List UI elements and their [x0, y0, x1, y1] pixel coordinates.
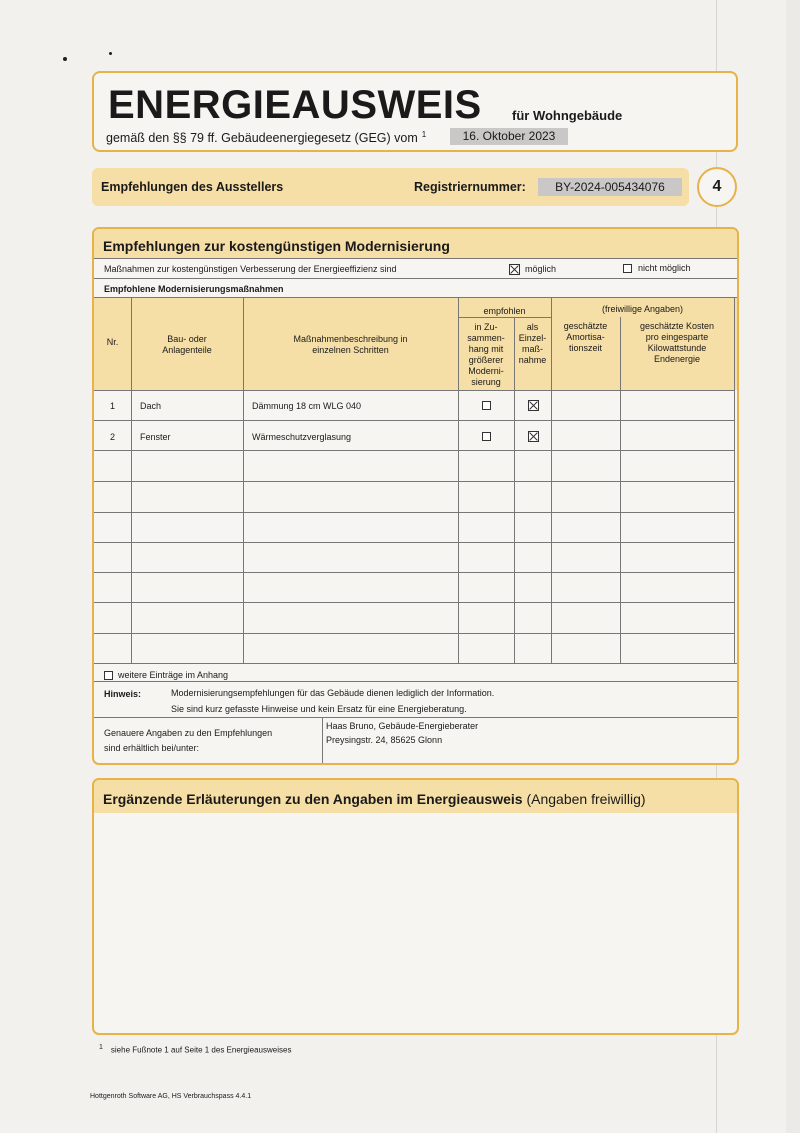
row-1-nr: 1	[109, 401, 115, 411]
col-together-line: sammen-	[467, 333, 505, 343]
recommendations-box	[92, 227, 739, 765]
recommendations-title: Empfehlungen zur kostengünstigen Modernisierung	[103, 238, 450, 254]
law-reference	[106, 130, 426, 145]
col-costs-line: pro eingesparte	[645, 332, 709, 342]
possible-checkbox[interactable]	[509, 264, 520, 275]
col-amortisation-line: geschätzte	[563, 321, 608, 331]
software-credit: Hottgenroth Software AG, HS Verbrauchspass 4.4.1	[90, 1093, 252, 1100]
document-subtitle: für Wohngebäude	[512, 108, 623, 123]
col-single	[514, 322, 551, 366]
col-single-line: maß-	[522, 344, 543, 354]
issue-date-field: 16. Oktober 2023	[450, 128, 568, 145]
col-nr: Nr.	[106, 337, 119, 347]
supplementary-header	[94, 780, 737, 813]
col-costs-line: Endenergie	[653, 354, 701, 364]
scan-mark	[63, 57, 67, 61]
contact-line: Preysingstr. 24, 85625 Glonn	[326, 735, 443, 745]
col-costs	[620, 321, 734, 365]
page-number-badge: 4	[697, 167, 737, 207]
section-label: Empfehlungen des Ausstellers	[101, 180, 284, 194]
divider	[458, 317, 551, 318]
col-single-line: Einzel-	[518, 333, 547, 343]
col-single-line: als	[526, 322, 539, 332]
col-costs-line: geschätzte Kosten	[639, 321, 715, 331]
supplementary-title	[103, 791, 646, 807]
note-line: Modernisierungsempfehlungen für das Gebäude dienen lediglich der Information.	[171, 688, 495, 698]
row-1-single-checkbox[interactable]	[528, 400, 539, 411]
table-row-line	[94, 572, 734, 573]
col-together	[458, 322, 514, 388]
col-recommended: empfohlen	[483, 306, 526, 316]
supplementary-box	[92, 778, 739, 1035]
grid-line	[620, 317, 621, 663]
table-row-line	[94, 602, 734, 603]
divider	[94, 278, 737, 279]
grid-line	[458, 297, 459, 663]
not-possible-label: nicht möglich	[638, 263, 691, 273]
col-together-line: sierung	[471, 377, 501, 387]
footnote	[99, 1044, 291, 1055]
col-together-line: größerer	[468, 355, 504, 365]
divider	[94, 681, 737, 682]
grid-line	[551, 297, 552, 663]
col-description-line: Maßnahmenbeschreibung in	[293, 334, 408, 344]
col-description	[243, 334, 458, 356]
table-row-line	[94, 390, 734, 391]
col-optional: (freiwillige Angaben)	[601, 304, 684, 314]
row-1-component: Dach	[140, 401, 162, 411]
footnote-marker: 1	[99, 1044, 103, 1051]
col-description-line: einzelnen Schritten	[312, 345, 389, 355]
contact-label-line: Genauere Angaben zu den Empfehlungen	[104, 728, 273, 738]
registration-label: Registriernummer:	[414, 180, 526, 194]
possible-label: möglich	[525, 264, 557, 274]
recommendations-header	[94, 229, 737, 259]
footnote-text: siehe Fußnote 1 auf Seite 1 des Energieausweises	[110, 1045, 292, 1055]
grid-line	[322, 717, 323, 763]
more-entries-checkbox[interactable]	[104, 671, 113, 680]
document-title: ENERGIEAUSWEIS	[108, 83, 482, 127]
supplementary-title-bold: Ergänzende Erläuterungen zu den Angaben im Energieausweis	[103, 791, 523, 807]
col-together-line: hang mit	[468, 344, 504, 354]
grid-line	[131, 297, 132, 663]
table-row-line	[94, 420, 734, 421]
row-2-single-checkbox[interactable]	[528, 431, 539, 442]
grid-line	[514, 317, 515, 663]
col-together-line: Moderni-	[468, 366, 504, 376]
col-single-line: nahme	[518, 355, 547, 365]
table-row-line	[94, 481, 734, 482]
row-2-component: Fenster	[140, 432, 171, 442]
header-box	[92, 71, 738, 152]
grid-line	[243, 297, 244, 663]
table-row-line	[94, 450, 734, 451]
registration-number: BY-2024-005434076	[538, 178, 682, 196]
contact-line: Haas Bruno, Gebäude-Energieberater	[326, 721, 479, 731]
supplementary-title-suffix: (Angaben freiwillig)	[526, 791, 646, 807]
not-possible-checkbox[interactable]	[623, 264, 632, 273]
note-label: Hinweis:	[104, 689, 142, 699]
row-2-together-checkbox[interactable]	[482, 432, 491, 441]
table-row-line	[94, 542, 734, 543]
row-2-description: Wärmeschutzverglasung	[252, 432, 352, 442]
law-text: gemäß den §§ 79 ff. Gebäudeenergiegesetz (GEG) vom	[106, 131, 418, 146]
col-amortisation-line: tionszeit	[568, 343, 603, 353]
divider	[94, 297, 737, 298]
table-row-line	[94, 633, 734, 634]
row-1-description: Dämmung 18 cm WLG 040	[252, 401, 362, 411]
grid-line	[734, 297, 735, 663]
table-row-line	[94, 512, 734, 513]
recommended-measures-subheader: Empfohlene Modernisierungsmaßnahmen	[104, 284, 284, 294]
more-entries-label: weitere Einträge im Anhang	[118, 670, 229, 680]
col-together-line: in Zu-	[474, 322, 498, 332]
col-component	[131, 334, 243, 356]
table-row-line	[94, 663, 737, 664]
col-amortisation-line: Amortisa-	[566, 332, 605, 342]
col-component-line: Anlagenteile	[162, 345, 212, 355]
col-amortisation	[551, 321, 620, 354]
row-1-together-checkbox[interactable]	[482, 401, 491, 410]
contact-label-line: sind erhältlich bei/unter:	[104, 743, 200, 753]
scan-mark	[109, 52, 112, 55]
col-costs-line: Kilowattstunde	[647, 343, 707, 353]
row-2-nr: 2	[109, 432, 115, 442]
note-line: Sie sind kurz gefasste Hinweise und kein Ersatz für eine Energieberatung.	[171, 704, 467, 714]
measures-question: Maßnahmen zur kostengünstigen Verbesserung der Energieeffizienz sind	[104, 264, 397, 274]
divider	[94, 717, 737, 718]
section-bar	[92, 168, 689, 206]
col-component-line: Bau- oder	[167, 334, 207, 344]
footnote-ref: 1	[421, 130, 427, 139]
